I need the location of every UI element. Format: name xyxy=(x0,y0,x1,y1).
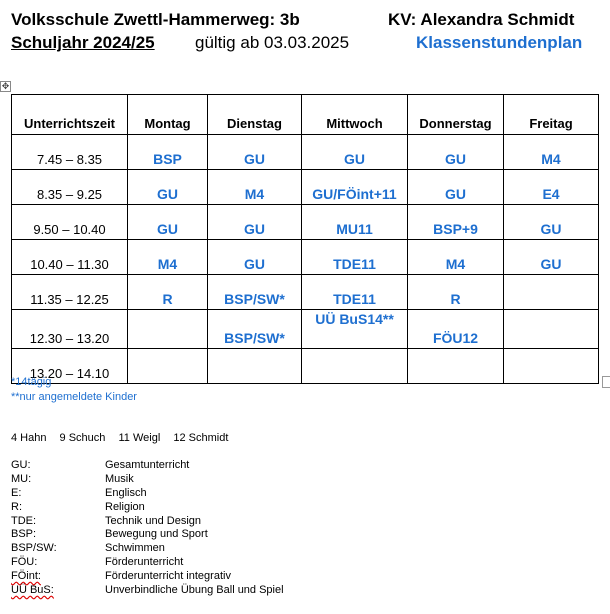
lesson-cell: GU xyxy=(408,170,504,205)
valid-from-text: gültig ab 03.03.2025 xyxy=(195,33,350,52)
time-cell: 10.40 – 11.30 xyxy=(12,240,128,275)
column-header: Freitag xyxy=(504,95,599,135)
legend-desc: Gesamtunterricht xyxy=(105,459,190,471)
table-move-handle-icon[interactable]: ✥ xyxy=(1,81,10,91)
lesson-cell: GU xyxy=(504,205,599,240)
table-row xyxy=(12,205,599,240)
lesson-cell: BSP+9 xyxy=(408,205,504,240)
lesson-cell: GU/FÖint+11 xyxy=(302,170,408,205)
time-cell: 7.45 – 8.35 xyxy=(12,135,128,170)
table-row xyxy=(12,310,599,349)
lesson-cell: BSP/SW* xyxy=(208,310,302,349)
legend-desc: Musik xyxy=(105,472,134,485)
lesson-cell xyxy=(504,275,599,310)
lesson-cell xyxy=(302,349,408,384)
lesson-cell: TDE11 xyxy=(302,275,408,310)
table-row xyxy=(12,135,599,170)
lesson-cell xyxy=(408,349,504,384)
table-row xyxy=(12,170,599,205)
column-header: Montag xyxy=(128,95,208,135)
class-teacher-heading: KV: Alexandra Schmidt xyxy=(388,10,575,29)
table-resize-handle[interactable] xyxy=(602,376,610,388)
teacher-entry: 4 Hahn xyxy=(11,432,47,444)
legend-abbr: GU: xyxy=(11,459,31,471)
lesson-cell: GU xyxy=(208,205,302,240)
footnote-registered: **nur angemeldete Kinder xyxy=(11,391,137,403)
lesson-cell xyxy=(128,349,208,384)
legend-desc: Unverbindliche Übung Ball und Spiel xyxy=(105,584,284,597)
lesson-cell: MU11 xyxy=(302,205,408,240)
lesson-cell: R xyxy=(408,275,504,310)
timetable xyxy=(11,94,599,384)
legend-desc: Bewegung und Sport xyxy=(105,528,208,541)
footnote-biweekly: *14tägig xyxy=(11,376,52,388)
time-cell: 13.20 – 14.10 xyxy=(12,349,128,384)
teacher-list xyxy=(11,432,238,444)
lesson-cell xyxy=(504,349,599,384)
legend-abbr: UÜ BuS: xyxy=(11,584,54,597)
legend-desc: Religion xyxy=(105,500,145,513)
lesson-cell: GU xyxy=(504,240,599,275)
column-header: Mittwoch xyxy=(302,95,408,135)
legend-desc: Technik und Design xyxy=(105,514,202,527)
lesson-cell xyxy=(504,310,599,349)
teacher-entry: 9 Schuch xyxy=(59,432,106,444)
column-header: Donnerstag xyxy=(408,95,504,135)
legend-abbr: MU: xyxy=(11,472,32,485)
legend-abbr: E: xyxy=(11,486,22,499)
lesson-cell: M4 xyxy=(408,240,504,275)
legend-abbr: R: xyxy=(11,500,22,513)
teacher-entry: 11 Weigl xyxy=(118,432,161,444)
legend-abbr: FÖint: xyxy=(11,570,41,583)
legend-abbr: FÖU: xyxy=(11,556,38,569)
lesson-cell: UÜ BuS14** xyxy=(302,310,408,349)
lesson-cell: GU xyxy=(128,170,208,205)
lesson-cell: BSP xyxy=(128,135,208,170)
lesson-cell: E4 xyxy=(504,170,599,205)
time-cell: 12.30 – 13.20 xyxy=(12,310,128,349)
lesson-cell: M4 xyxy=(128,240,208,275)
lesson-cell xyxy=(208,349,302,384)
lesson-cell: GU xyxy=(208,135,302,170)
lesson-cell: M4 xyxy=(504,135,599,170)
column-header: Dienstag xyxy=(208,95,302,135)
legend-desc: Förderunterricht integrativ xyxy=(105,570,231,583)
lesson-cell: TDE11 xyxy=(302,240,408,275)
legend-abbr: TDE: xyxy=(11,514,37,527)
teacher-entry: 12 Schmidt xyxy=(173,432,229,444)
lesson-cell xyxy=(128,310,208,349)
table-row xyxy=(12,240,599,275)
lesson-cell: GU xyxy=(408,135,504,170)
table-header-row xyxy=(12,95,599,135)
time-cell: 9.50 – 10.40 xyxy=(12,205,128,240)
lesson-cell: GU xyxy=(208,240,302,275)
lesson-cell: FÖU12 xyxy=(408,310,504,349)
legend-desc: Englisch xyxy=(105,486,147,499)
lesson-cell: M4 xyxy=(208,170,302,205)
time-cell: 8.35 – 9.25 xyxy=(12,170,128,205)
table-row xyxy=(12,349,599,384)
legend-desc: Förderunterricht xyxy=(105,556,184,569)
lesson-cell: R xyxy=(128,275,208,310)
legend-abbr: BSP/SW: xyxy=(11,542,57,555)
lesson-cell: GU xyxy=(302,135,408,170)
lesson-cell: BSP/SW* xyxy=(208,275,302,310)
lesson-cell: GU xyxy=(128,205,208,240)
school-class-heading: Volksschule Zwettl-Hammerweg: 3b xyxy=(11,10,300,29)
legend-abbr: BSP: xyxy=(11,528,37,541)
column-header: Unterrichtszeit xyxy=(12,95,128,135)
school-year-heading: Schuljahr 2024/25 xyxy=(11,33,155,52)
time-cell: 11.35 – 12.25 xyxy=(12,275,128,310)
timetable-title: Klassenstundenplan xyxy=(416,33,583,52)
table-row xyxy=(12,275,599,310)
legend-desc: Schwimmen xyxy=(105,542,165,555)
